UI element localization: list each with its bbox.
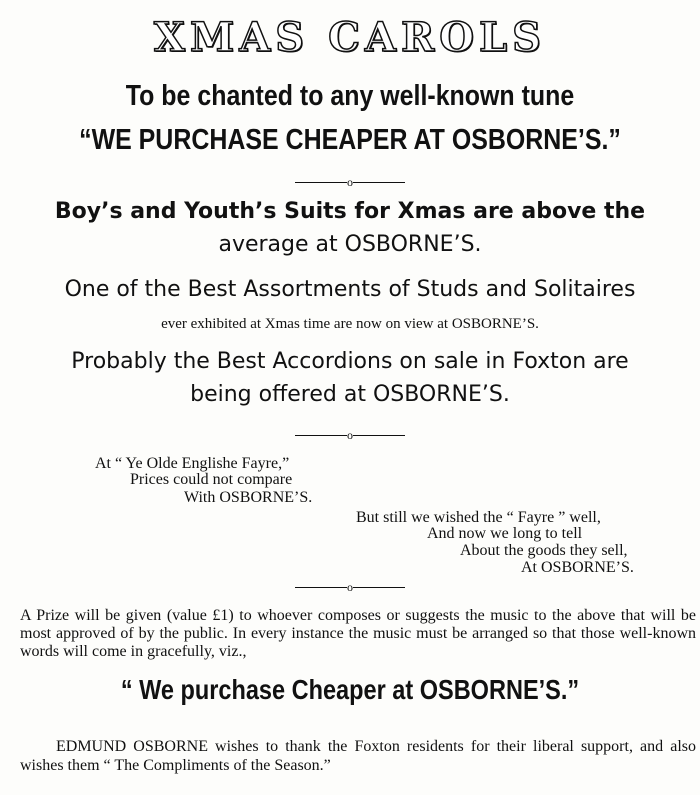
divider-rule bbox=[295, 435, 347, 436]
poem-line: But still we wished the “ Fayre ” well, bbox=[356, 509, 601, 526]
accordions-ad-line2: being offered at OSBORNE’S. bbox=[190, 382, 510, 407]
suits-ad-line1: Boy’s and Youth’s Suits for Xmas are above the bbox=[54, 199, 646, 224]
poem-line: And now we long to tell bbox=[427, 525, 583, 542]
divider-glyph: o bbox=[347, 428, 353, 443]
divider-rule bbox=[353, 587, 405, 588]
divider-rule bbox=[295, 587, 347, 588]
studs-ad-line2: ever exhibited at Xmas time are now on view at OSBORNE’S. bbox=[161, 316, 539, 332]
divider-1 bbox=[0, 175, 700, 188]
studs-ad-line1: One of the Best Assortments of Studs and Solitaires bbox=[64, 277, 636, 302]
divider-glyph: o bbox=[347, 580, 353, 595]
divider-3 bbox=[0, 580, 700, 593]
divider-rule bbox=[353, 435, 405, 436]
poem-line: At “ Ye Olde Englishe Fayre,” bbox=[95, 455, 290, 472]
divider-glyph: o bbox=[347, 175, 353, 190]
accordions-ad bbox=[0, 348, 700, 409]
headline: “WE PURCHASE CHEAPER AT OSBORNE’S.” bbox=[79, 124, 621, 156]
page-title: XMAS CAROLS bbox=[153, 14, 547, 61]
subtitle: To be chanted to any well-known tune bbox=[125, 80, 575, 112]
divider-rule bbox=[353, 182, 405, 183]
poem-line: At OSBORNE’S. bbox=[521, 559, 634, 576]
closing-paragraph: EDMUND OSBORNE wishes to thank the Foxton residents for their liberal support, and also wishes them “ The Compliments of the Season.” bbox=[20, 738, 696, 774]
slogan: “ We purchase Cheaper at OSBORNE’S.” bbox=[120, 674, 580, 705]
accordions-ad-line1: Probably the Best Accordions on sale in Foxton are bbox=[71, 349, 629, 374]
divider-rule bbox=[295, 182, 347, 183]
prize-paragraph: A Prize will be given (value £1) to whoever composes or suggests the music to the above that will be most approved of by the public. In every instance the music must be arranged so that those well-known words will come in gracefully, viz., bbox=[20, 607, 696, 660]
poem-line: About the goods they sell, bbox=[460, 542, 628, 559]
poem-line: With OSBORNE’S. bbox=[184, 489, 313, 506]
suits-ad-line2: average at OSBORNE’S. bbox=[218, 232, 482, 257]
poem-line: Prices could not compare bbox=[130, 471, 293, 488]
divider-2 bbox=[0, 428, 700, 441]
suits-ad bbox=[0, 198, 700, 259]
